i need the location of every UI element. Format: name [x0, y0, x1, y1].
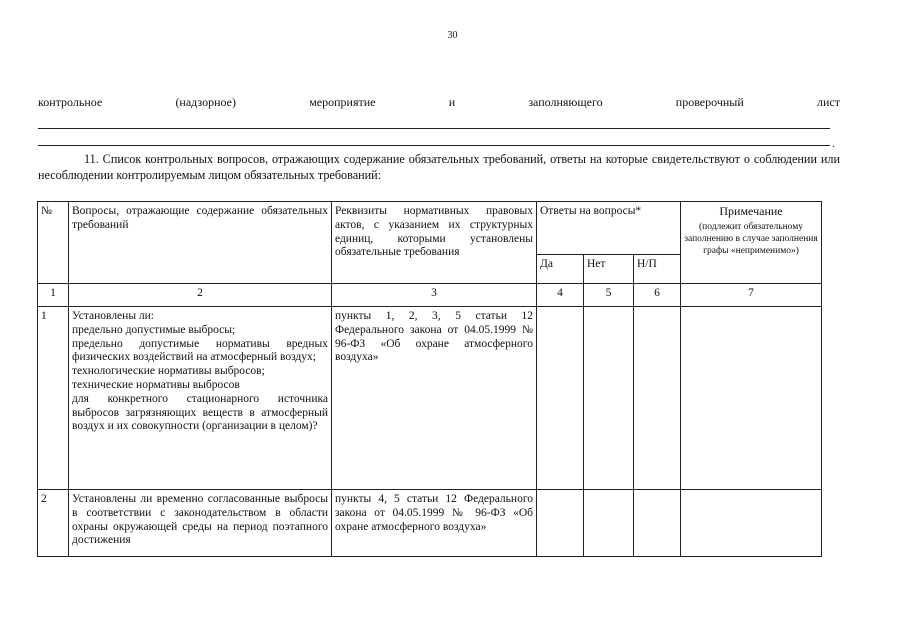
table-row	[38, 490, 822, 557]
header-note	[681, 202, 822, 284]
page-number: 30	[447, 30, 458, 41]
column-number: 1	[38, 284, 69, 307]
answer-na-cell[interactable]	[634, 490, 681, 557]
heading-word: контрольное	[38, 95, 103, 109]
heading-word: мероприятие	[309, 95, 376, 109]
question-line: Установлены ли:	[72, 310, 155, 322]
header-num: №	[38, 202, 69, 284]
question-line: технические нормативы выбросов	[72, 378, 240, 391]
question-line: для конкретного стационарного источника выбросов загрязняющих веществ в атмосферный воздух и их совокупности (организации в целом)?	[72, 392, 328, 433]
line-end-dot: .	[832, 136, 835, 150]
answer-na-cell[interactable]	[634, 307, 681, 490]
header-note-title: Примечание	[719, 204, 783, 218]
row-requisites: пункты 1, 2, 3, 5 статьи 12 Федерального закона от 04.05.1999 № 96-ФЗ «Об охране атмосферного воздуха»	[332, 307, 537, 490]
note-cell[interactable]	[681, 307, 822, 490]
row-question	[69, 490, 332, 557]
question-line: предельно допустимые выбросы;	[72, 323, 236, 336]
row-question	[69, 307, 332, 490]
answer-yes-cell[interactable]	[537, 490, 584, 557]
header-questions: Вопросы, отражающие содержание обязательных требований	[69, 202, 332, 284]
table-row	[38, 307, 822, 490]
column-number: 7	[681, 284, 822, 307]
answer-no-cell[interactable]	[584, 307, 634, 490]
header-na: Н/П	[634, 255, 681, 284]
heading-word: и	[448, 95, 456, 109]
column-number-row	[38, 284, 822, 307]
heading-line	[38, 95, 840, 110]
blank-underline-2	[38, 145, 830, 146]
header-no: Нет	[584, 255, 634, 284]
header-yes: Да	[537, 255, 584, 284]
table-header-row	[38, 202, 822, 255]
column-number: 3	[332, 284, 537, 307]
answer-no-cell[interactable]	[584, 490, 634, 557]
answer-yes-cell[interactable]	[537, 307, 584, 490]
question-line: предельно допустимые нормативы вредных физических воздействий на атмосферный воздух;	[72, 337, 328, 364]
header-note-subtitle: (подлежит обязательному заполнению в случае заполнения графы «неприменимо»)	[684, 221, 818, 256]
column-number: 5	[584, 284, 634, 307]
heading-word: проверочный	[675, 95, 744, 109]
heading-word: заполняющего	[528, 95, 603, 109]
heading-word: (надзорное)	[175, 95, 236, 109]
question-line: Установлены ли временно согласованные выбросы в соответствии с законодательством в области охраны окружающей среды на период поэтапного достижения	[72, 493, 328, 547]
header-answers: Ответы на вопросы*	[537, 202, 681, 255]
header-requisites: Реквизиты нормативных правовых актов, с указанием их структурных единиц, которыми установлены обязательные требования	[332, 202, 537, 284]
column-number: 4	[537, 284, 584, 307]
checklist-table	[37, 201, 822, 557]
row-number: 1	[38, 307, 69, 490]
row-requisites: пункты 4, 5 статьи 12 Федерального закона от 04.05.1999 № 96-ФЗ «Об охране атмосферного воздуха»	[332, 490, 537, 557]
intro-paragraph: 11. Список контрольных вопросов, отражающих содержание обязательных требований, ответы на которые свидетельствуют о соблюдении или несоблюдении контролируемым лицом обязательных требований:	[38, 152, 840, 182]
column-number: 6	[634, 284, 681, 307]
column-number: 2	[69, 284, 332, 307]
note-cell[interactable]	[681, 490, 822, 557]
question-line: технологические нормативы выбросов;	[72, 365, 265, 378]
heading-word: лист	[816, 95, 840, 109]
blank-underline-1	[38, 128, 830, 129]
row-number: 2	[38, 490, 69, 557]
